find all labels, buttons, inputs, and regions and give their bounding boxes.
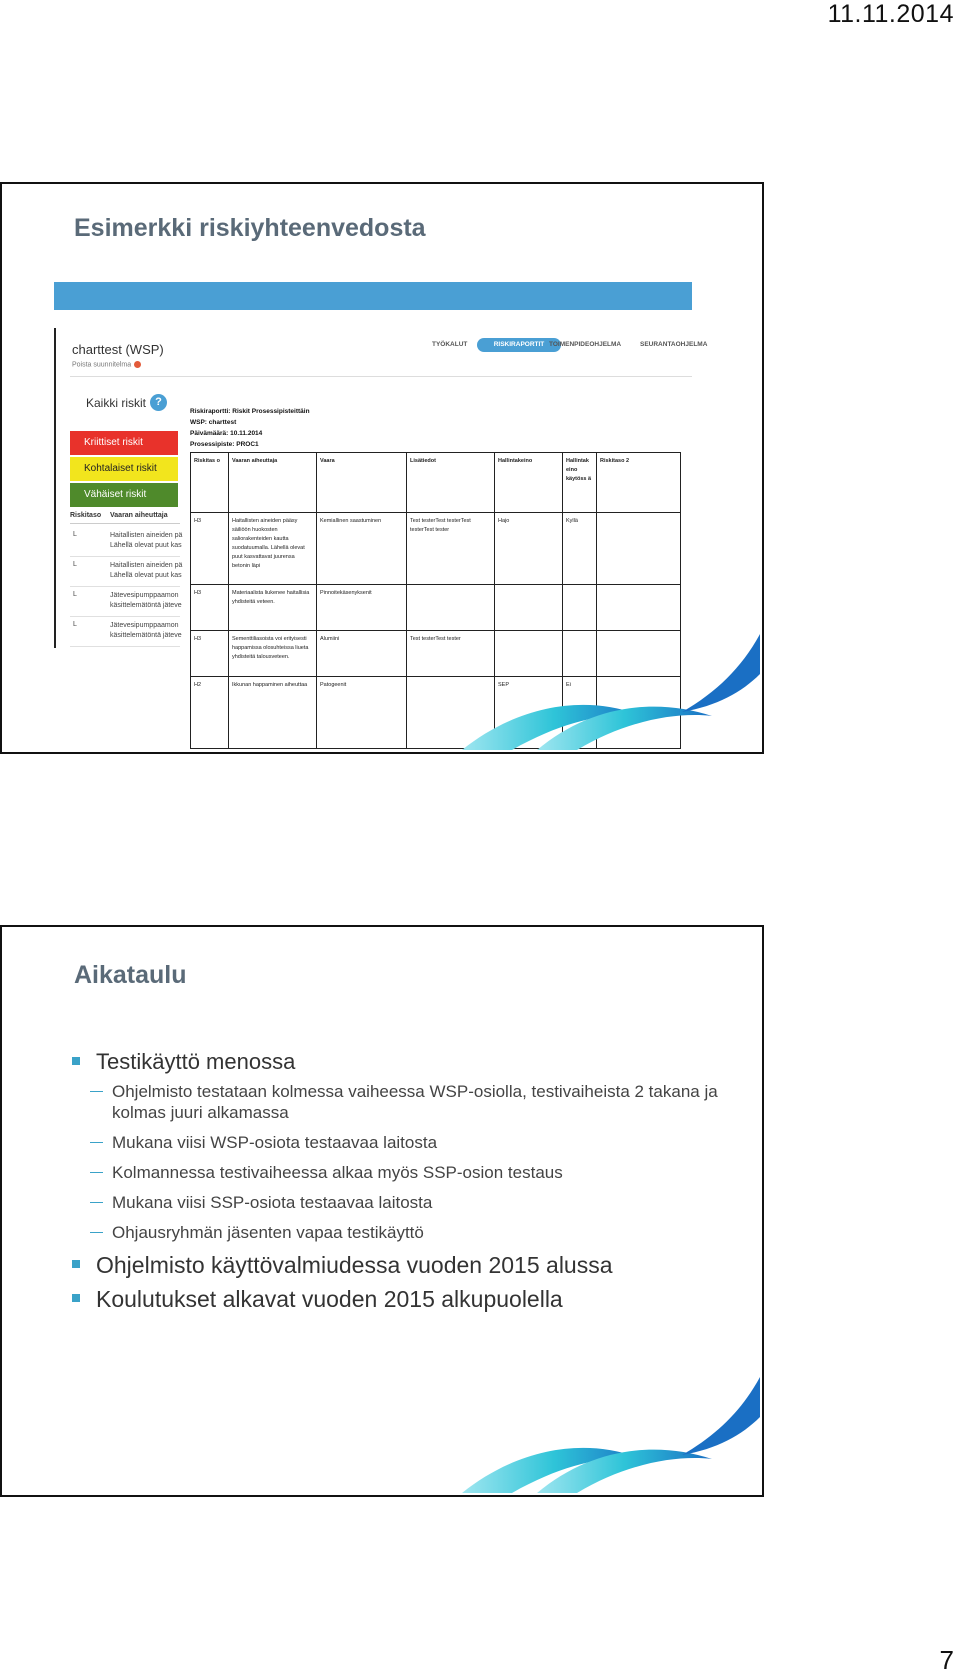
sub-bullet-item — [72, 1222, 742, 1243]
table-cell: Ei — [563, 677, 597, 749]
nav-risk-reports: RISKIRAPORTIT — [477, 338, 561, 352]
bullet-item — [72, 1252, 742, 1279]
table-cell: Hajo — [495, 513, 563, 585]
risk-level: L — [73, 591, 77, 598]
table-cell — [597, 513, 681, 585]
table-cell: H3 — [191, 513, 229, 585]
table-row — [191, 513, 681, 585]
sub-bullet-item — [72, 1162, 742, 1183]
nav-tools: TYÖKALUT — [432, 341, 468, 348]
bullet-text: Testikäyttö menossa — [96, 1049, 296, 1074]
table-cell: Kemiallinen saastuminen — [317, 513, 407, 585]
bullet-item — [72, 1286, 742, 1313]
risk-level: L — [73, 531, 77, 538]
critical-risks-button: Kriittiset riskit — [70, 431, 178, 455]
hazard-line: Lähellä olevat puut kas — [110, 542, 182, 549]
dash-bullet-icon — [90, 1172, 103, 1173]
app-name: charttest (WSP) — [72, 342, 164, 357]
column-header: Riskitas o — [191, 453, 229, 513]
hazard-line: Jätevesipumppaamon — [110, 592, 179, 599]
list-item — [70, 558, 183, 587]
hazard-text — [110, 591, 182, 611]
column-header: Vaaran aiheuttaja — [110, 512, 168, 519]
dash-bullet-icon — [90, 1142, 103, 1143]
table-cell: H3 — [191, 585, 229, 631]
hazard-line: Jätevesipumppaamon — [110, 622, 179, 629]
report-title: Riskiraportti: Riskit Prosessipisteittäin — [190, 408, 310, 415]
moderate-risks-button: Kohtalaiset riskit — [70, 457, 178, 481]
column-header: Hallintak eino käytöss ä — [563, 453, 597, 513]
wave-logo-decoration — [442, 1355, 762, 1495]
column-header: Hallintakeino — [495, 453, 563, 513]
column-header: Vaaran aiheuttaja — [229, 453, 317, 513]
table-cell: Alumiini — [317, 631, 407, 677]
app-subtitle-text: Poista suunnitelma — [72, 361, 132, 369]
table-cell: SEP — [495, 677, 563, 749]
list-item — [70, 618, 180, 647]
column-header: Riskitaso 2 — [597, 453, 681, 513]
square-bullet-icon — [72, 1260, 80, 1268]
page-number: 7 — [939, 1645, 954, 1675]
report-date: Päivämäärä: 10.11.2014 — [190, 430, 263, 437]
hazard-text — [110, 531, 182, 551]
divider — [54, 328, 56, 648]
slide-title: Aikataulu — [74, 961, 187, 989]
slide-schedule — [0, 925, 764, 1497]
report-process-point: Prosessipiste: PROC1 — [190, 441, 259, 448]
slide-risk-summary — [0, 182, 764, 754]
risk-level: L — [73, 561, 77, 568]
header-date: 11.11.2014 — [827, 0, 954, 28]
sub-bullet-text: Ohjelmisto testataan kolmessa vaiheessa WSP-osiolla, testivaiheista 2 takana ja kolmas juuri alkamassa — [112, 1082, 718, 1122]
sub-bullet-text: Mukana viisi SSP-osiota testaavaa laitosta — [112, 1193, 433, 1212]
bullet-list — [72, 1049, 742, 1320]
bullet-text: Ohjelmisto käyttövalmiudessa vuoden 2015 alussa — [96, 1252, 613, 1278]
hazard-line: käsittelemätöntä jäteve — [110, 602, 182, 609]
minor-risks-button: Vähäiset riskit — [70, 483, 178, 507]
dash-bullet-icon — [90, 1232, 103, 1233]
sub-bullet-item — [72, 1081, 742, 1123]
risk-list-header — [70, 512, 180, 524]
column-header: Riskitaso — [70, 512, 102, 519]
square-bullet-icon — [72, 1294, 80, 1302]
report-wsp: WSP: charttest — [190, 419, 237, 426]
sub-bullet-item — [72, 1192, 742, 1213]
delete-icon — [134, 361, 141, 368]
list-item — [70, 588, 180, 617]
table-cell: Haitallisten aineiden pääsy säiliöön huokosten saliorakenteiden kautta suodatuumalla. Lähellä olevat puut kasvattavat juurensa betonin läpi — [229, 513, 317, 585]
table-cell: Materiaalista liukenee haitallisia yhdisteitä veteen. — [229, 585, 317, 631]
hazard-line: Lähellä olevat puut kas — [110, 572, 182, 579]
hazard-line: Haitallisten aineiden pä — [110, 562, 183, 569]
table-cell: H3 — [191, 631, 229, 677]
hazard-text — [110, 561, 182, 581]
wave-logo-decoration — [442, 612, 762, 752]
table-cell: Test testerTest testerTest testerTest tester — [407, 513, 495, 585]
sub-bullet-text: Mukana viisi WSP-osiota testaavaa laitosta — [112, 1133, 438, 1152]
table-cell: Test testerTest tester — [407, 631, 495, 677]
dash-bullet-icon — [90, 1091, 103, 1092]
column-header: Lisätiedot — [407, 453, 495, 513]
table-cell: Ikkunan happaminen aiheuttaa — [229, 677, 317, 749]
nav-monitoring: SEURANTAOHJELMA — [640, 341, 708, 348]
column-header: Vaara — [317, 453, 407, 513]
table-cell: H2 — [191, 677, 229, 749]
sub-bullet-text: Ohjausryhmän jäsenten vapaa testikäyttö — [112, 1223, 424, 1242]
table-cell: Patogeenit — [317, 677, 407, 749]
table-cell: Kyllä — [563, 513, 597, 585]
sub-bullet-item — [72, 1132, 742, 1153]
slide-title: Esimerkki riskiyhteenvedosta — [74, 214, 426, 242]
nav-action-plan: TOIMENPIDEOHJELMA — [549, 341, 622, 348]
help-icon: ? — [150, 394, 167, 411]
dash-bullet-icon — [90, 1202, 103, 1203]
bullet-text: Koulutukset alkavat vuoden 2015 alkupuolella — [96, 1286, 563, 1312]
app-banner — [54, 282, 692, 310]
sub-bullet-text: Kolmannessa testivaiheessa alkaa myös SSP-osion testaus — [112, 1163, 563, 1182]
square-bullet-icon — [72, 1057, 80, 1065]
report-info — [190, 406, 310, 450]
divider — [70, 376, 692, 377]
table-cell: Sementtiliasoista voi erityisesti happamissa olosuhteissa liueta yhdisteitä talousveteen. — [229, 631, 317, 677]
hazard-text — [110, 621, 182, 641]
all-risks-heading: Kaikki riskit — [86, 396, 147, 410]
hazard-line: käsittelemätöntä jäteve — [110, 632, 182, 639]
risk-level: L — [73, 621, 77, 628]
table-header-row — [191, 453, 681, 513]
hazard-line: Haitallisten aineiden pä — [110, 532, 183, 539]
list-item — [70, 528, 183, 557]
bullet-item — [72, 1049, 742, 1075]
app-subtitle — [72, 361, 141, 368]
table-cell: Pinnoitekäsenyksenit — [317, 585, 407, 631]
